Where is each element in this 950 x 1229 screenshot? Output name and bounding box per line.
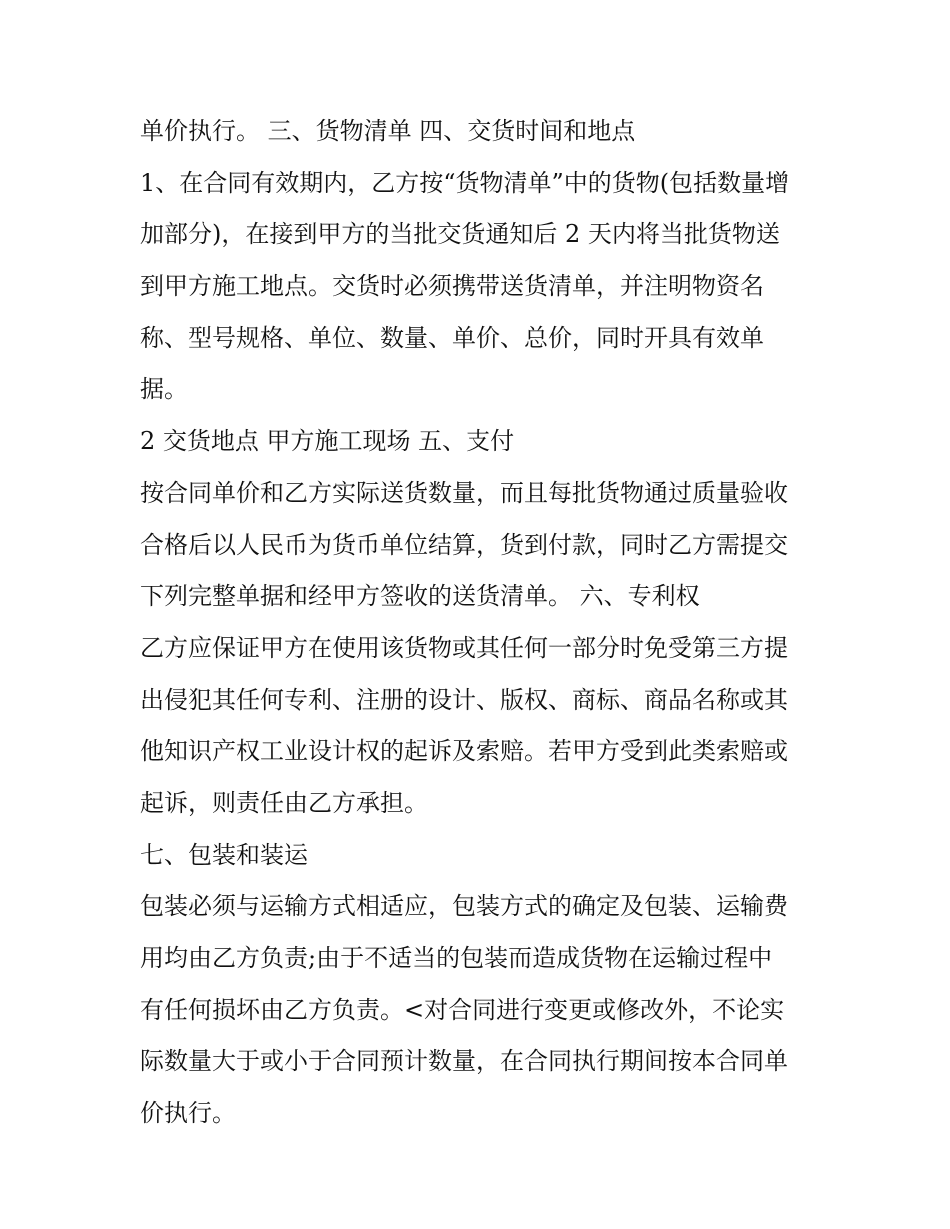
text-line: 用均由乙方负责;由于不适当的包装而造成货物在运输过程中 <box>140 944 773 972</box>
text-line: 下列完整单据和经甲方签收的送货清单。 六、专利权 <box>140 582 700 611</box>
text-line: 出侵犯其任何专利、注册的设计、版权、商标、商品名称或其 <box>140 685 788 714</box>
text-line: 1、在合同有效期内，乙方按“货物清单”中的货物(包括数量增 <box>140 168 790 197</box>
document-body <box>140 106 830 1140</box>
text-line: 际数量大于或小于合同预计数量，在合同执行期间按本合同单 <box>140 1047 788 1076</box>
text-line: 合格后以人民币为货币单位结算，货到付款，同时乙方需提交 <box>140 530 788 559</box>
text-line: 到甲方施工地点。交货时必须携带送货清单，并注明物资名 <box>140 272 764 301</box>
text-line: 他知识产权工业设计权的起诉及索赔。若甲方受到此类索赔或 <box>140 737 788 766</box>
text-line: 称、型号规格、单位、数量、单价、总价，同时开具有效单 <box>140 323 764 352</box>
text-line: 单价执行。 三、货物清单 四、交货时间和地点 <box>140 117 636 145</box>
text-line: 加部分)，在接到甲方的当批交货通知后 2 天内将当批货物送 <box>140 220 780 249</box>
text-line: 2 交货地点 甲方施工现场 五、支付 <box>140 427 515 456</box>
text-line: 起诉，则责任由乙方承担。 <box>140 788 428 817</box>
text-line: 据。 <box>140 375 188 404</box>
text-line: 乙方应保证甲方在使用该货物或其任何一部分时免受第三方提 <box>140 633 788 662</box>
text-line: 按合同单价和乙方实际送货数量，而且每批货物通过质量验收 <box>140 478 788 507</box>
section-heading: 七、包装和装运 <box>140 840 308 869</box>
text-line: 价执行。 <box>140 1099 236 1128</box>
text-line: 有任何损坏由乙方负责。<对合同进行变更或修改外，不论实 <box>140 995 785 1024</box>
text-line: 包装必须与运输方式相适应，包装方式的确定及包装、运输费 <box>140 892 788 921</box>
